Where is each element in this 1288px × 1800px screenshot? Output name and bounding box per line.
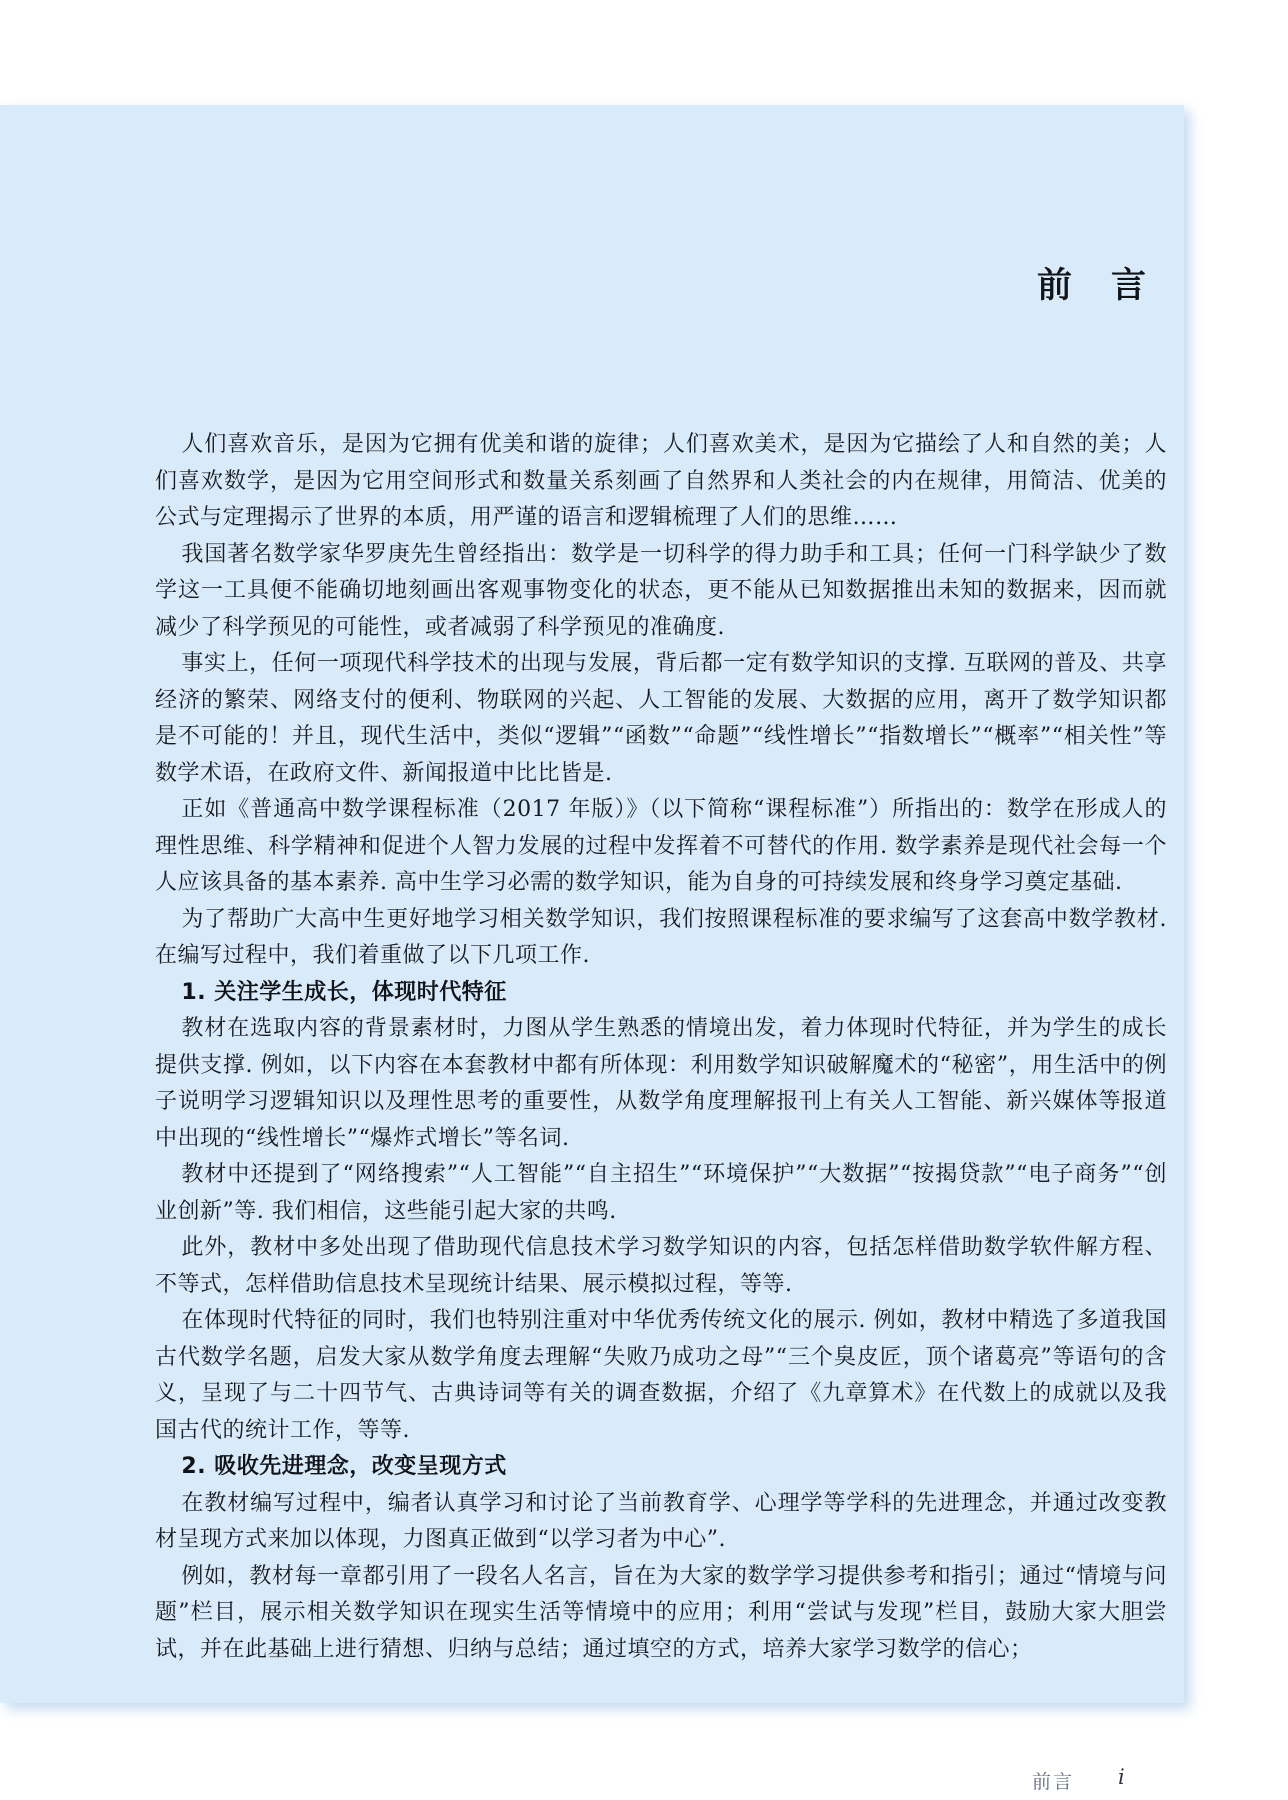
paragraph: 教材中还提到了“网络搜索”“人工智能”“自主招生”“环境保护”“大数据”“按揭贷款”“电子商务”“创业创新”等. 我们相信，这些能引起大家的共鸣. bbox=[155, 1162, 1167, 1224]
paragraph: 为了帮助广大高中生更好地学习相关数学知识，我们按照课程标准的要求编写了这套高中数学教材. 在编写过程中，我们着重做了以下几项工作. bbox=[155, 906, 1167, 968]
paragraph: 我国著名数学家华罗庚先生曾经指出：数学是一切科学的得力助手和工具；任何一门科学缺少了数学这一工具便不能确切地刻画出客观事物变化的状态，更不能从已知数据推出未知的数据来，因而就减少了科学预见的可能性，或者减弱了科学预见的准确度. bbox=[155, 541, 1167, 640]
preface-body bbox=[155, 427, 1167, 1668]
paragraph: 正如《普通高中数学课程标准（2017 年版）》（以下简称“课程标准”）所指出的：数学在形成人的理性思维、科学精神和促进个人智力发展的过程中发挥着不可替代的作用. 数学素养是现代社会每一个人应该具备的基本素养. 高中生学习必需的数学知识，能为自身的可持续发展和终身学习奠定基础. bbox=[155, 797, 1167, 895]
paragraph: 事实上，任何一项现代科学技术的出现与发展，背后都一定有数学知识的支撑. 互联网的普及、共享经济的繁荣、网络支付的便利、物联网的兴起、人工智能的发展、大数据的应用，离开了数学知识都是不可能的！并且，现代生活中，类似“逻辑”“函数”“命题”“线性增长”“指数增长”“概率”“相关性”等数学术语，在政府文件、新闻报道中比比皆是. bbox=[155, 651, 1167, 786]
page-sheet bbox=[0, 105, 1184, 1793]
footer-page-number: i bbox=[1118, 1765, 1125, 1789]
paragraph: 例如，教材每一章都引用了一段名人名言，旨在为大家的数学学习提供参考和指引；通过“情境与问题”栏目，展示相关数学知识在现实生活等情境中的应用；利用“尝试与发现”栏目，鼓励大家大胆尝试，并在此基础上进行猜想、归纳与总结；通过填空的方式，培养大家学习数学的信心； bbox=[155, 1563, 1167, 1662]
section-heading: 1. 关注学生成长，体现时代特征 bbox=[181, 979, 507, 1005]
paragraph: 在体现时代特征的同时，我们也特别注重对中华优秀传统文化的展示. 例如，教材中精选了多道我国古代数学名题，启发大家从数学角度去理解“失败乃成功之母”“三个臭皮匠，顶个诸葛亮”等语句的含义，呈现了与二十四节气、古典诗词等有关的调查数据，介绍了《九章算术》在代数上的成就以及我国古代的统计工作，等等. bbox=[155, 1308, 1167, 1443]
paragraph: 在教材编写过程中，编者认真学习和讨论了当前教育学、心理学等学科的先进理念，并通过改变教材呈现方式来加以体现，力图真正做到“以学习者为中心”. bbox=[155, 1490, 1167, 1552]
paragraph: 此外，教材中多处出现了借助现代信息技术学习数学知识的内容，包括怎样借助数学软件解方程、不等式，怎样借助信息技术呈现统计结果、展示模拟过程，等等. bbox=[155, 1235, 1167, 1297]
page-footer bbox=[0, 1765, 1184, 1800]
footer-section-label: 前言 bbox=[1032, 1771, 1075, 1793]
paragraph: 教材在选取内容的背景素材时，力图从学生熟悉的情境出发，着力体现时代特征，并为学生的成长提供支撑. 例如，以下内容在本套教材中都有所体现：利用数学知识破解魔术的“秘密”，用生活中的例子说明学习逻辑知识以及理性思考的重要性，从数学角度理解报刊上有关人工智能、新兴媒体等报道中出现的“线性增长”“爆炸式增长”等名词. bbox=[155, 1016, 1167, 1151]
paragraph: 人们喜欢音乐，是因为它拥有优美和谐的旋律；人们喜欢美术，是因为它描绘了人和自然的美；人们喜欢数学，是因为它用空间形式和数量关系刻画了自然界和人类社会的内在规律，用简洁、优美的公式与定理揭示了世界的本质，用严谨的语言和逻辑梳理了人们的思维…… bbox=[155, 432, 1167, 530]
section-heading: 2. 吸收先进理念，改变呈现方式 bbox=[181, 1454, 507, 1479]
page-title: 前 言 bbox=[1036, 266, 1148, 306]
